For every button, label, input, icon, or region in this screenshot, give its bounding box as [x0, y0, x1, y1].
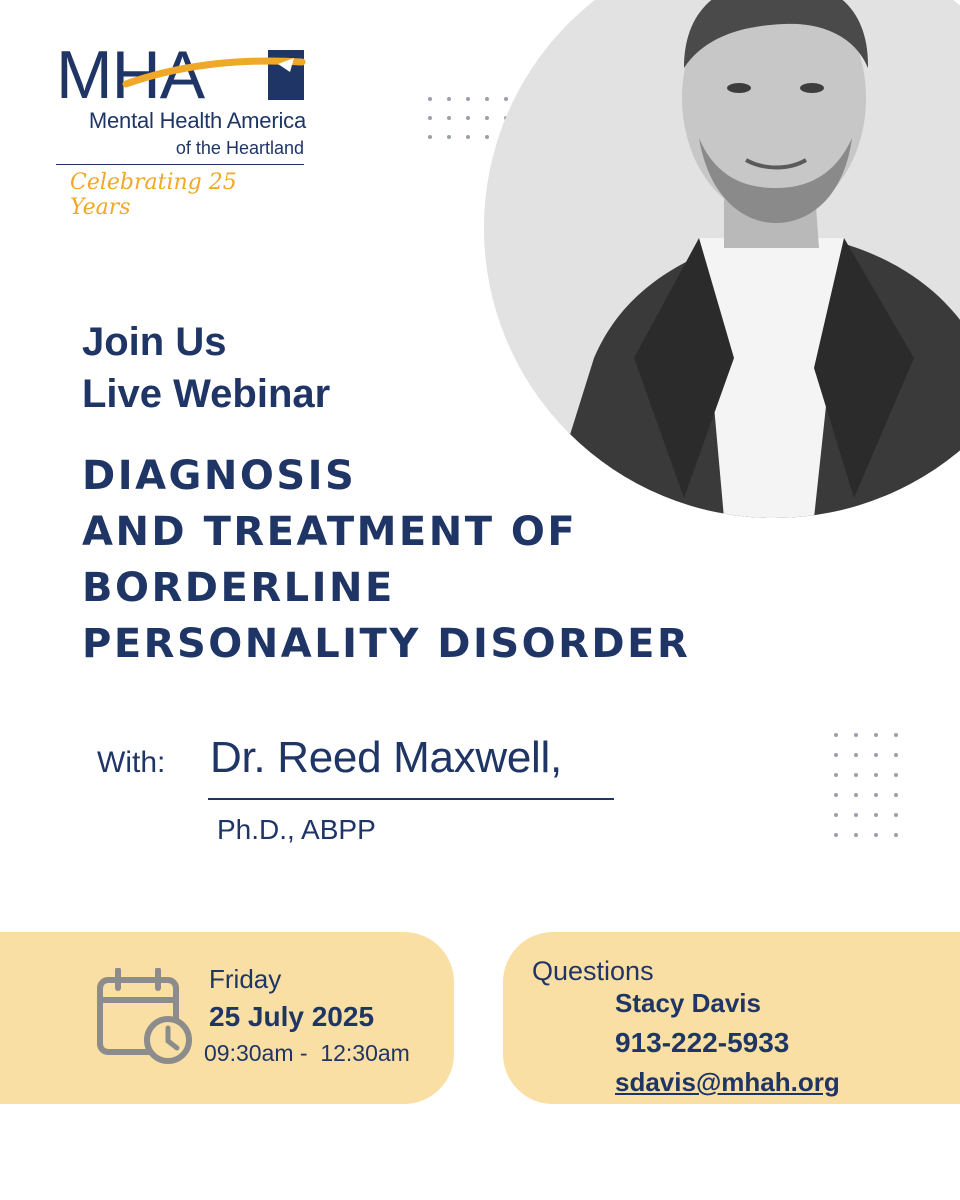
intro-line-join: Join Us [82, 320, 227, 364]
event-date: 25 July 2025 [209, 1001, 375, 1032]
logo-divider [56, 164, 304, 165]
title-line: BORDERLINE [82, 565, 395, 611]
intro-line-webinar: Live Webinar [82, 372, 331, 416]
title-line: DIAGNOSIS [82, 453, 357, 499]
title-line: PERSONALITY DISORDER [82, 621, 691, 667]
decorative-dots-right [834, 733, 898, 837]
presenter-underline [208, 798, 614, 800]
logo-letters: MHA [56, 44, 205, 102]
title-line: AND TREATMENT OF [82, 509, 578, 555]
logo-name-line1: Mental Health America [88, 108, 306, 133]
presenter-credentials: Ph.D., ABPP [217, 814, 376, 845]
presenter-label: With: [97, 746, 166, 779]
portrait-illustration [484, 0, 960, 518]
contact-email-link[interactable]: sdavis@mhah.org [615, 1067, 840, 1097]
contact-name: Stacy Davis [615, 988, 761, 1018]
event-day: Friday [209, 964, 282, 994]
mha-logo [56, 40, 306, 220]
webinar-title [82, 448, 690, 672]
presenter-portrait [484, 0, 960, 518]
calendar-clock-icon [96, 968, 192, 1064]
event-time: 09:30am - 12:30am [204, 1040, 410, 1066]
contact-label: Questions [532, 956, 654, 986]
contact-phone[interactable]: 913-222-5933 [615, 1027, 790, 1058]
presenter-name: Dr. Reed Maxwell, [210, 733, 562, 782]
logo-tagline: Celebrating 25 Years [70, 170, 237, 220]
logo-name-line2: of the Heartland [175, 138, 304, 158]
mha-logo-mark [56, 44, 306, 102]
intro-heading [82, 316, 330, 420]
